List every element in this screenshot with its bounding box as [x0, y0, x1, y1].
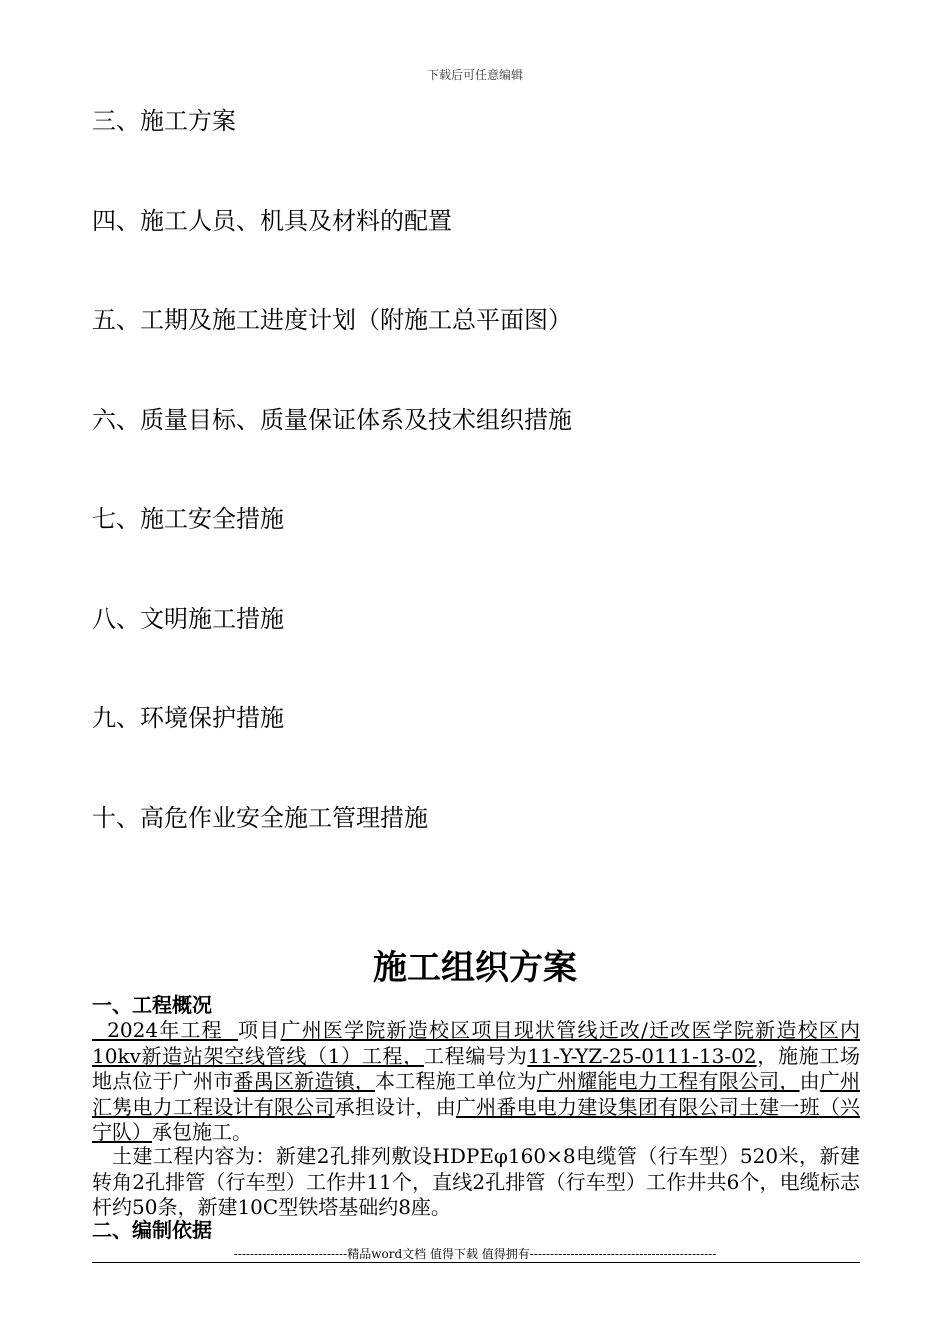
project-year: 2024年工程	[92, 1018, 239, 1042]
footer-rule	[92, 1262, 860, 1263]
toc-item-8: 八、文明施工措施	[92, 604, 284, 633]
table-of-contents	[92, 104, 872, 900]
project-overview-paragraph	[92, 1018, 860, 1146]
text-run: 项目	[238, 1018, 281, 1042]
page-header: 下载后可任意编辑	[426, 68, 523, 82]
text-run: 本工程施工单位为	[375, 1069, 537, 1093]
toc-item-4: 四、施工人员、机具及材料的配置	[92, 206, 452, 235]
project-name: 广州医学院新造校区项目现状管线迁改/迁改医学院新造校区内10kv新造站架空线管线（1）工程，	[92, 1018, 861, 1068]
text-run: 由	[799, 1069, 820, 1093]
section-heading-overview: 一、工程概况	[92, 993, 212, 1017]
toc-item-10: 十、高危作业安全施工管理措施	[92, 803, 428, 832]
project-number: 11-Y-YZ-25-0111-13-02	[527, 1043, 757, 1068]
toc-item-7: 七、施工安全措施	[92, 505, 284, 533]
civil-works-paragraph: 土建工程内容为：新建2孔排列敷设HDPEφ160×8电缆管（行车型）520米，新建转角2孔排管（行车型）工作井11个，直线2孔排管（行车型）工作井共6个，电缆标志杆约50条，新建10C型铁塔基础约8座。	[92, 1144, 860, 1219]
section-heading-basis: 二、编制依据	[92, 1218, 212, 1242]
text-run: 承担设计，由	[334, 1094, 456, 1119]
contractor-unit: 广州番电电力建设集团有限公司土建一班（兴宁队）	[92, 1094, 861, 1144]
page-footer: ----------------------------精品word文档 值得下载 值得拥有----------------------------------------------	[233, 1247, 717, 1261]
toc-item-5: 五、工期及施工进度计划（附施工总平面图）	[92, 306, 572, 334]
design-unit: 广州汇隽电力工程设计有限公司	[92, 1069, 861, 1119]
toc-item-3: 三、施工方案	[92, 107, 236, 135]
document-title: 施工组织方案	[373, 948, 577, 988]
project-location: 番禺区新造镇，	[233, 1069, 376, 1093]
toc-item-6: 六、质量目标、质量保证体系及技术组织措施	[92, 405, 572, 434]
text-run: ，施施工场地点位于广州市	[92, 1043, 861, 1093]
text-run: 承包施工。	[152, 1120, 252, 1144]
construction-unit: 广州耀能电力工程有限公司，	[536, 1069, 800, 1093]
toc-item-9: 九、环境保护措施	[92, 704, 284, 732]
text-run: 工程编号为	[423, 1043, 528, 1068]
